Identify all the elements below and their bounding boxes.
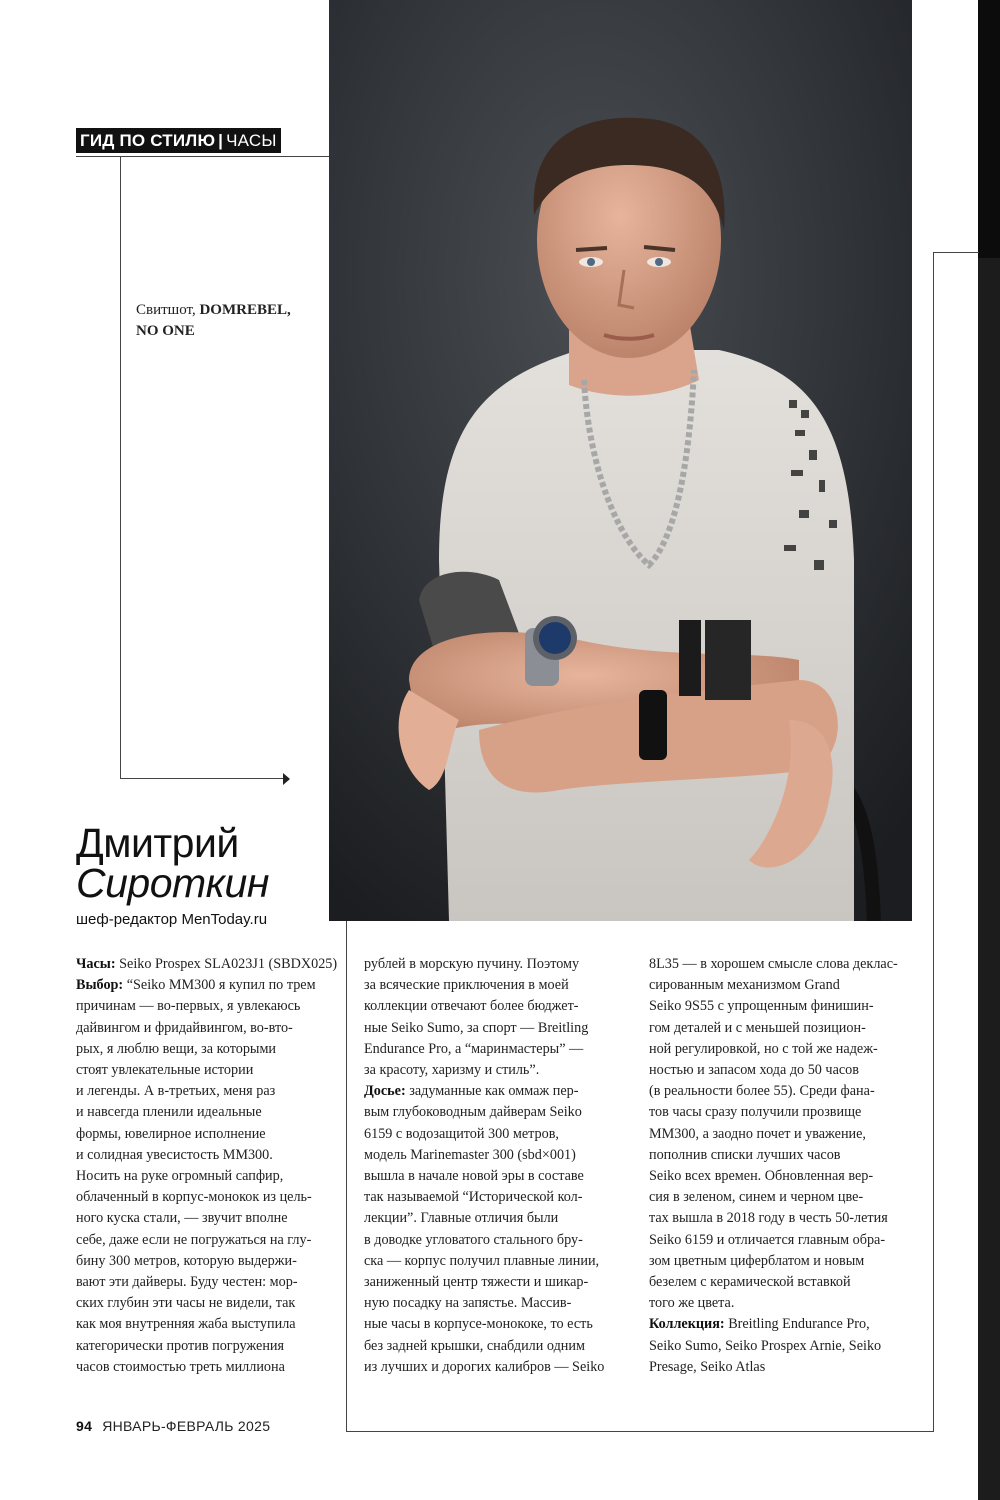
caption-brand-1: DOMREBEL, — [199, 302, 291, 318]
page-edge-strip — [978, 0, 1000, 1500]
article-line — [649, 1293, 911, 1314]
article-text: дайвингом и фридайвингом, во-вто- — [76, 1019, 293, 1036]
article-text: за красоту, харизму и стиль”. — [364, 1062, 540, 1079]
article-line — [76, 996, 338, 1017]
article-text: без задней крышки, снабдили одним — [364, 1337, 585, 1354]
article-text: в доводке угловатого стального бру- — [364, 1231, 583, 1248]
article-text: себе, даже если не погружаться на глу- — [76, 1231, 312, 1248]
article-line — [364, 975, 626, 996]
article-text: ских глубин эти часы не видели, так — [76, 1295, 296, 1312]
article-text: и навсегда пленили идеальные — [76, 1104, 262, 1121]
article-line — [364, 1314, 626, 1335]
article-line — [76, 1166, 338, 1187]
article-text: облаченный в корпус-монокок из цель- — [76, 1189, 312, 1206]
section-category: ЧАСЫ — [226, 131, 277, 150]
article-text: ные часы в корпусе-монококе, то есть — [364, 1316, 593, 1333]
article-line — [649, 1145, 911, 1166]
article-text: того же цвета. — [649, 1295, 735, 1312]
article-text: гом деталей и с меньшей позицион- — [649, 1019, 866, 1036]
article-line — [649, 1039, 911, 1060]
article-line — [76, 1230, 338, 1251]
article-text: Breitling Endurance Pro, — [724, 1316, 870, 1333]
article-text: Seiko 6159 и отличается главным обра- — [649, 1231, 886, 1248]
photo-caption — [136, 300, 306, 342]
article-line — [76, 1018, 338, 1039]
article-text: рублей в морскую пучину. Поэтому — [364, 956, 580, 972]
article-lead-label: Выбор: — [76, 977, 124, 994]
article-line — [649, 1357, 911, 1378]
article-text: за всяческие приключения в моей — [364, 977, 569, 994]
article-line — [364, 1357, 626, 1378]
article-line — [76, 1272, 338, 1293]
article-line — [649, 1124, 911, 1145]
article-text: заниженный центр тяжести и шикар- — [364, 1274, 589, 1291]
article-text: ные Seiko Sumo, за спорт — Breitling — [364, 1019, 589, 1036]
article-text: и солидная увесистость MM300. — [76, 1146, 273, 1163]
article-text: ностью и запасом хода до 50 часов — [649, 1062, 859, 1079]
article-text: (в реальности более 55). Среди фана- — [649, 1083, 875, 1100]
article-text: Endurance Pro, а “маринмастеры” — — [364, 1040, 584, 1057]
caption-brand-2: NO ONE — [136, 323, 195, 339]
article-line — [364, 1018, 626, 1039]
section-name: ГИД ПО СТИЛЮ — [80, 131, 216, 150]
frame-line-left — [346, 921, 347, 1432]
article-line — [649, 1230, 911, 1251]
article-line — [364, 1251, 626, 1272]
article-line — [649, 1272, 911, 1293]
article-line — [364, 1230, 626, 1251]
article-text: безелем с керамической вставкой — [649, 1274, 851, 1291]
portrait-illustration — [329, 0, 912, 921]
frame-line-top-right — [933, 252, 979, 253]
article-line — [649, 1336, 911, 1357]
article-text: 6159 с водозащитой 300 метров, — [364, 1125, 559, 1142]
article-line — [76, 1102, 338, 1123]
article-line — [76, 1039, 338, 1060]
article-line — [364, 1081, 626, 1102]
article-text: так называемой “Исторической кол- — [364, 1189, 583, 1206]
article-line — [76, 1060, 338, 1081]
article-line — [649, 1187, 911, 1208]
article-line — [76, 1081, 338, 1102]
article-text: задуманные как оммаж пер- — [405, 1083, 579, 1100]
article-line — [76, 954, 338, 975]
frame-line-bottom — [346, 1431, 934, 1432]
article-lead-label: Часы: — [76, 956, 116, 972]
article-text: сированным механизмом Grand — [649, 977, 840, 994]
article-text: Seiko Sumo, Seiko Prospex Arnie, Seiko — [649, 1337, 882, 1354]
article-line — [649, 1208, 911, 1229]
article-line — [649, 975, 911, 996]
caption-bracket-vertical — [120, 157, 121, 779]
person-last-name: Сироткин — [76, 860, 269, 906]
article-text: формы, ювелирное исполнение — [76, 1125, 266, 1142]
caption-prefix: Свитшот, — [136, 302, 196, 318]
article-line — [364, 1060, 626, 1081]
article-line — [76, 1145, 338, 1166]
article-line — [364, 1293, 626, 1314]
article-lead-label: Коллекция: — [649, 1316, 725, 1333]
article-text: зом цветным циферблатом и новым — [649, 1252, 865, 1269]
article-line — [364, 996, 626, 1017]
article-line — [364, 1124, 626, 1145]
article-line — [364, 1336, 626, 1357]
person-role: шеф-редактор MenToday.ru — [76, 911, 268, 928]
article-line — [649, 1251, 911, 1272]
article-line — [364, 954, 626, 975]
article-text: ска — корпус получил плавные линии, — [364, 1252, 600, 1269]
article-text: ного куска стали, — звучит вполне — [76, 1210, 288, 1227]
article-line — [76, 1357, 338, 1378]
article-text: вают эти дайверы. Буду честен: мор- — [76, 1274, 298, 1291]
article-line — [649, 1081, 911, 1102]
article-text: лекции”. Главные отличия были — [364, 1210, 559, 1227]
article-line — [364, 1187, 626, 1208]
article-text: из лучших и дорогих калибров — Seiko — [364, 1358, 605, 1375]
article-text: ную посадку на запястье. Массив- — [364, 1295, 572, 1312]
article-text: модель Marinemaster 300 (sbd×001) — [364, 1146, 576, 1163]
portrait-photo — [329, 0, 912, 921]
article-text: коллекции отвечают более бюджет- — [364, 998, 579, 1015]
article-text: “Seiko MM300 я купил по трем — [123, 977, 316, 994]
article-text: сия в зеленом, синем и черном цве- — [649, 1189, 864, 1206]
article-text: 8L35 — в хорошем смысле слова деклас- — [649, 956, 898, 972]
article-lead-label: Досье: — [364, 1083, 406, 1100]
article-text: ной регулировкой, но с той же надеж- — [649, 1040, 878, 1057]
article-line — [76, 1293, 338, 1314]
article-text: вым глубоководным дайверам Seiko — [364, 1104, 582, 1121]
article-line — [364, 1039, 626, 1060]
article-text: причинам — во-первых, я увлекаюсь — [76, 998, 301, 1015]
article-text: рых, я люблю вещи, за которыми — [76, 1040, 277, 1057]
article-line — [364, 1272, 626, 1293]
article-text: Носить на руке огромный сапфир, — [76, 1168, 284, 1185]
section-tag — [76, 128, 281, 153]
article-text: категорически против погружения — [76, 1337, 285, 1354]
article-column-2 — [364, 954, 626, 1378]
caption-bracket-horizontal — [120, 778, 283, 779]
article-line — [364, 1145, 626, 1166]
article-line — [649, 1314, 911, 1335]
article-text: как моя внутренняя жаба выступила — [76, 1316, 296, 1333]
article-line — [76, 1187, 338, 1208]
article-text: Seiko всех времен. Обновленная вер- — [649, 1168, 874, 1185]
article-line — [364, 1166, 626, 1187]
article-text: вышла в начале новой эры в составе — [364, 1168, 584, 1185]
article-text: тах вышла в 2018 году в честь 50-летия — [649, 1210, 888, 1227]
article-line — [649, 954, 911, 975]
article-line — [649, 996, 911, 1017]
article-text: пополнив списки лучших часов — [649, 1146, 841, 1163]
issue-date: ЯНВАРЬ-ФЕВРАЛЬ 2025 — [102, 1418, 271, 1434]
article-line — [649, 1018, 911, 1039]
frame-line-right — [933, 252, 934, 1432]
article-line — [76, 1208, 338, 1229]
article-text: Presage, Seiko Atlas — [649, 1358, 766, 1375]
article-line — [649, 1166, 911, 1187]
article-line — [649, 1102, 911, 1123]
article-line — [76, 1314, 338, 1335]
tag-rule — [76, 156, 329, 157]
person-first-name: Дмитрий — [76, 820, 239, 866]
article-text: Seiko 9S55 с упрощенным финишин- — [649, 998, 874, 1015]
article-text: и легенды. А в-третьих, меня раз — [76, 1083, 276, 1100]
article-line — [76, 1251, 338, 1272]
article-text: бину 300 метров, которую выдержи- — [76, 1252, 297, 1269]
arrow-right-icon — [283, 773, 290, 785]
article-column-1 — [76, 954, 338, 1378]
article-line — [364, 1208, 626, 1229]
article-line — [364, 1102, 626, 1123]
article-line — [76, 1124, 338, 1145]
article-line — [76, 975, 338, 996]
section-separator: | — [218, 131, 224, 150]
article-text: Seiko Prospex SLA023J1 (SBDX025) — [115, 956, 338, 972]
article-text: тов часы сразу получили прозвище — [649, 1104, 862, 1121]
page-footer — [76, 1416, 270, 1436]
article-line — [76, 1336, 338, 1357]
article-column-3 — [649, 954, 911, 1378]
article-text: MM300, а заодно почет и уважение, — [649, 1125, 866, 1142]
page-number: 94 — [76, 1418, 93, 1434]
article-text: часов стоимостью треть миллиона — [76, 1358, 285, 1375]
article-line — [649, 1060, 911, 1081]
article-text: стоят увлекательные истории — [76, 1062, 254, 1079]
